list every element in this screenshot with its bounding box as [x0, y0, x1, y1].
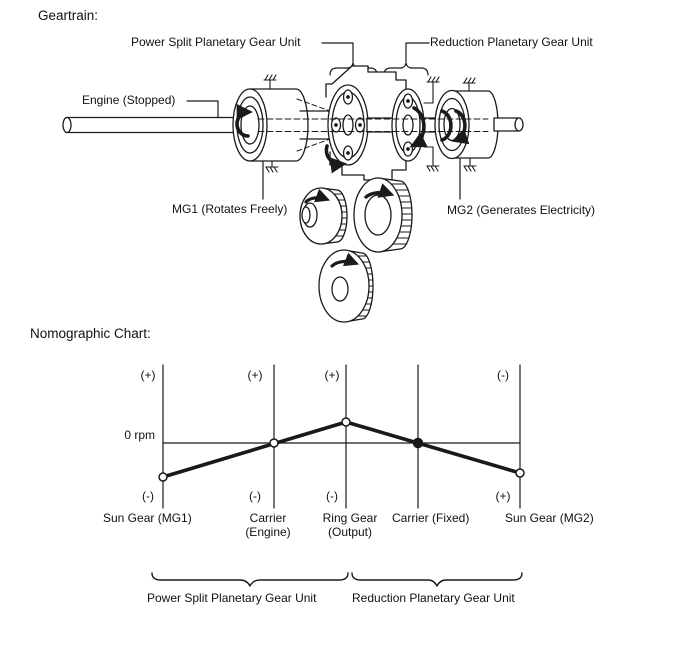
power-split-unit-label: Power Split Planetary Gear Unit — [131, 35, 301, 49]
axis-label-sun-mg2: Sun Gear (MG2) — [505, 511, 594, 525]
geartrain-title: Geartrain: — [38, 8, 99, 23]
ground-icon — [427, 77, 439, 103]
speed-points — [159, 418, 524, 481]
ground-icon — [427, 147, 439, 171]
point-carrier-fixed — [414, 439, 423, 448]
brace-label-power-split: Power Split Planetary Gear Unit — [147, 591, 317, 605]
inter-unit-shaft — [367, 118, 393, 132]
axis-top-sign-ring-output: (+) — [324, 368, 340, 382]
counter-gear-large — [354, 178, 412, 252]
axis-bottom-sign-sun-mg1: (-) — [142, 489, 154, 503]
final-gear — [319, 250, 373, 322]
point-sun-mg2 — [516, 469, 524, 477]
point-sun-mg1 — [159, 473, 167, 481]
zero-rpm-label: 0 rpm — [124, 428, 155, 442]
axis-label-line: Carrier — [249, 511, 287, 525]
axis-bottom-sign-ring-output: (-) — [326, 489, 338, 503]
axis-label-line: (Engine) — [245, 525, 291, 539]
counter-gear-small — [300, 188, 347, 244]
axis-label-ring-output — [318, 511, 382, 539]
ground-icon — [264, 75, 276, 89]
nomograph-title: Nomographic Chart: — [30, 326, 151, 341]
engine-shaft — [63, 118, 252, 133]
axis-label-line: Ring Gear — [322, 511, 378, 525]
mg2-label: MG2 (Generates Electricity) — [447, 203, 596, 217]
axis-label-carrier-fixed: Carrier (Fixed) — [392, 511, 470, 525]
power-split-unit — [328, 85, 368, 165]
point-carrier-engine — [270, 439, 278, 447]
axis-label-line: (Output) — [327, 525, 372, 539]
axis-top-sign-sun-mg2: (-) — [497, 368, 509, 382]
axis-bottom-sign-sun-mg2: (+) — [495, 489, 511, 503]
reduction-unit-label: Reduction Planetary Gear Unit — [430, 35, 593, 49]
point-ring-output — [342, 418, 350, 426]
axis-top-sign-sun-mg1: (+) — [140, 368, 156, 382]
ground-icon — [464, 158, 476, 171]
axis-bottom-sign-carrier-engine: (-) — [249, 489, 261, 503]
group-underbraces — [152, 573, 522, 586]
mg1-cylinder — [233, 89, 330, 161]
axis-label-carrier-engine — [240, 511, 296, 539]
mg1-label: MG1 (Rotates Freely) — [172, 202, 288, 216]
nomograph-axes — [163, 365, 520, 508]
axis-top-sign-carrier-engine: (+) — [247, 368, 263, 382]
engine-label: Engine (Stopped) — [82, 93, 176, 107]
ground-icon — [266, 161, 278, 172]
speed-line — [163, 422, 520, 477]
axis-label-sun-mg1: Sun Gear (MG1) — [103, 511, 192, 525]
mg2-cylinder — [435, 91, 523, 159]
ground-icon — [463, 78, 475, 91]
brace-label-reduction: Reduction Planetary Gear Unit — [352, 591, 515, 605]
